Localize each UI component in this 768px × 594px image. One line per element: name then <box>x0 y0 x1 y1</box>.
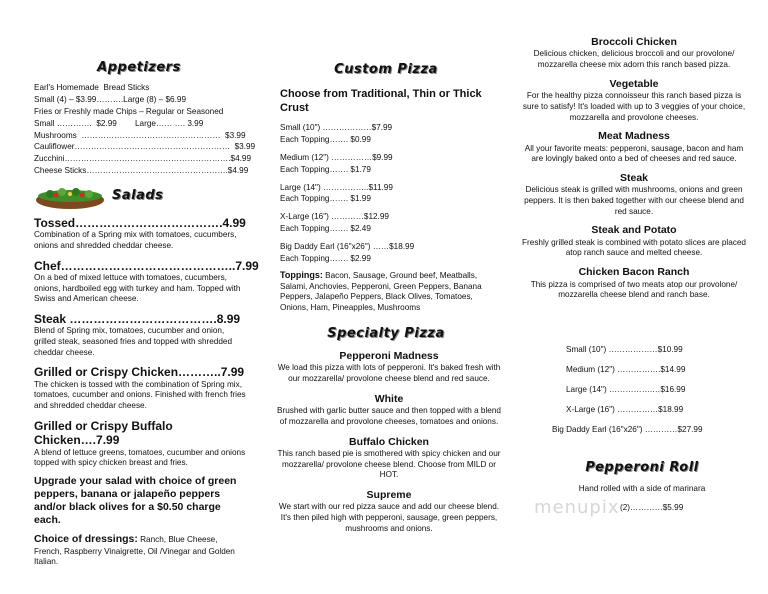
appetizers-heading: Appetizers <box>97 60 181 75</box>
salad-item <box>34 258 259 305</box>
salad-desc: A blend of lettuce greens, tomatoes, cucumber and onions topped with spicy chicken breast and fries. <box>34 447 246 468</box>
salad-desc: On a bed of mixed lettuce with tomatoes, cucumbers, onions, hardboiled egg with turkey and ham. Topped with Swiss and American cheese. <box>34 273 241 304</box>
appetizer-line: Cauliflower………………………………………………… $3.99 <box>34 142 256 152</box>
specialty-title: Vegetable <box>609 77 659 90</box>
specialty-desc: We load this pizza with lots of pepperoni. It's baked fresh with our mozzarella/ provolone cheese blend and red sauce. <box>277 363 501 384</box>
specialty-list <box>276 350 502 534</box>
specialty-desc: For the healthy pizza connoisseur this ranch based pizza is sure to satisfy! It's loaded with up to 3 veggies of your choice, mozzarella and provolone cheeses. <box>522 91 746 122</box>
dressings-list: Ranch, Blue Cheese, French, Raspberry Vinaigrette, Oil /Vinegar and Golden Italian. <box>34 535 235 567</box>
appetizer-line: Zucchini…………………………………………………….$4.99 <box>34 154 252 164</box>
appetizer-line: Small …………. $2.99 Large…… …. 3.99 <box>34 118 204 128</box>
specialty-title: Buffalo Chicken <box>349 435 429 448</box>
dressings-label: Choice of dressings: <box>34 533 138 546</box>
specialty-desc: We start with our red pizza sauce and add our cheese blend. It's then piled high with pepperoni, sausage, green peppers, mushrooms and onions. <box>278 502 500 533</box>
watermark: menupix <box>534 497 620 518</box>
pepperoni-roll-desc: Hand rolled with a side of marinara <box>578 484 706 493</box>
salads-list <box>34 216 259 568</box>
crust-choice: Choose from Traditional, Thin or Thick Crust <box>280 88 482 114</box>
specialty-sizes <box>552 344 752 435</box>
pepperoni-roll-heading: Pepperoni Roll <box>585 460 699 475</box>
appetizer-line: Earl's Homemade Bread Sticks <box>34 83 150 92</box>
column-middle <box>256 0 512 594</box>
custom-pizza-sizes <box>280 122 490 265</box>
column-right <box>512 0 768 594</box>
salad-desc: Combination of a Spring mix with tomatoes, cucumbers, onions and shredded cheddar cheese. <box>34 230 237 251</box>
specialty-size-price: Medium (12") …………….$14.99 <box>566 364 686 374</box>
salad-item <box>34 419 246 469</box>
salads-heading: Salads <box>112 188 164 203</box>
size-row <box>280 152 490 176</box>
size-row <box>280 182 490 206</box>
salad-title: Tossed……………………………….4.99 <box>34 216 246 230</box>
specialty-item <box>276 393 502 428</box>
size-price: Small (10") ………………$7.99 <box>280 123 393 132</box>
toppings-list: Bacon, Sausage, Ground beef, Meatballs, Salami, Anchovies, Pepperoni, Green Peppers, Banana Peppers, Jalapeño Peppers, Black Olives, Tomatoes, Onions, Ham, Pineapples, Mushrooms <box>280 271 482 312</box>
specialty-pizza-heading: Specialty Pizza <box>327 326 445 341</box>
toppings-label: Toppings: <box>280 270 323 280</box>
size-price: Big Daddy Earl (16"x26") ……$18.99 <box>280 242 415 252</box>
specialty-item <box>518 266 750 301</box>
appetizer-line: Small (4) – $3.99……….Large (8) – $6.99 <box>34 94 186 104</box>
specialty-desc: Freshly grilled steak is combined with potato slices are placed atop ranch sauce and melted cheese. <box>522 237 746 258</box>
specialty-title: Broccoli Chicken <box>591 36 677 48</box>
specialty-size-price: Large (14") …………….…$16.99 <box>566 384 686 394</box>
size-price: X-Large (16") …………$12.99 <box>280 212 389 222</box>
specialty-desc: All your favorite meats: pepperoni, sausage, bacon and ham are lovingly baked onto a bed of cheeses and red sauce. <box>524 143 744 164</box>
specialty-size-price: Small (10") ………………$10.99 <box>566 345 683 354</box>
specialty-title: Supreme <box>366 488 412 501</box>
column-left <box>0 0 259 594</box>
specialty-title: Pepperoni Madness <box>339 350 439 362</box>
salad-desc: Blend of Spring mix, tomatoes, cucumber and onion, grilled steak, seasoned fries and topped with shredded cheddar cheese. <box>34 326 232 357</box>
topping-price: Each Topping……. $1.99 <box>280 194 371 204</box>
specialty-item <box>518 224 750 259</box>
size-price: Medium (12") ……………$9.99 <box>280 152 393 162</box>
specialty-desc: Brushed with garlic butter sauce and then topped with a blend of mozzarella and provolone cheeses, tomatoes and onions. <box>277 406 501 426</box>
col3-pizza-list <box>518 36 750 301</box>
appetizer-line: Cheese Sticks…………………………………………….$4.99 <box>34 166 249 176</box>
salad-item <box>34 216 246 252</box>
pepperoni-roll-price: (2)…………$5.99 <box>620 503 684 512</box>
salad-title: Chef……………………………………..7.99 <box>34 258 259 273</box>
topping-price: Each Topping……. $2.49 <box>280 224 371 234</box>
salad-desc: The chicken is tossed with the combination of Spring mix, tomatoes, cucumber and onions. Finished with french fries and shredded cheddar cheese. <box>34 379 246 411</box>
salad-bowl-icon <box>34 182 106 212</box>
specialty-title: Steak and Potato <box>591 224 677 237</box>
specialty-item <box>276 436 502 481</box>
specialty-desc: Delicious chicken, delicious broccoli and our provolone/ mozzarella cheese mix adorn this ranch based pizza. <box>533 49 735 70</box>
specialty-title: Steak <box>619 171 649 184</box>
specialty-size-price: Big Daddy Earl (16"x26") …………$27.99 <box>552 424 703 434</box>
salad-title: Grilled or Crispy Buffalo Chicken….7.99 <box>34 418 173 448</box>
size-price: Large (14") ……………..$11.99 <box>280 182 393 192</box>
salad-item <box>34 365 246 411</box>
specialty-title: White <box>374 392 404 405</box>
specialty-item <box>276 350 502 385</box>
specialty-size-price: X-Large (16") ……………$18.99 <box>566 404 684 414</box>
topping-price: Each Topping……. $2.99 <box>280 254 371 264</box>
specialty-desc: Delicious steak is grilled with mushrooms, onions and green peppers. It is then baked together with our cheese blend and red sauce. <box>524 185 744 216</box>
toppings-block <box>280 270 502 314</box>
specialty-desc: This ranch based pie is smothered with spicy chicken and our mozzarella/ provolone cheese blend. Choose from MILD or HOT. <box>277 448 501 480</box>
appetizer-line: Mushrooms …………………………………………… $3.99 <box>34 130 246 140</box>
size-row <box>280 122 490 146</box>
topping-price: Each Topping……. $0.99 <box>280 134 371 144</box>
specialty-item <box>518 172 750 217</box>
dressings-block <box>34 533 246 568</box>
specialty-title: Meat Madness <box>598 130 670 143</box>
salad-title: Grilled or Crispy Chicken………..7.99 <box>34 365 245 380</box>
topping-price: Each Topping……. $1.79 <box>280 164 371 174</box>
appetizers-list <box>34 82 254 177</box>
specialty-item <box>518 130 750 165</box>
specialty-item <box>518 78 750 123</box>
size-row <box>280 241 490 265</box>
appetizer-line: Fries or Freshly made Chips – Regular or Seasoned <box>34 106 224 116</box>
salad-title: Steak ……………………………….8.99 <box>34 312 241 327</box>
custom-pizza-heading: Custom Pizza <box>334 62 438 77</box>
specialty-title: Chicken Bacon Ranch <box>578 266 690 279</box>
specialty-desc: This pizza is comprised of two meats atop our provolone/ mozzarella cheese blend and ranch base. <box>530 279 738 300</box>
salad-upgrade-note: Upgrade your salad with choice of green peppers, banana or jalapeño peppers and/or black olives for a $0.50 charge each. <box>34 474 237 527</box>
salad-item <box>34 312 246 358</box>
specialty-item <box>276 489 502 534</box>
specialty-item <box>518 36 750 71</box>
size-row <box>280 211 490 235</box>
